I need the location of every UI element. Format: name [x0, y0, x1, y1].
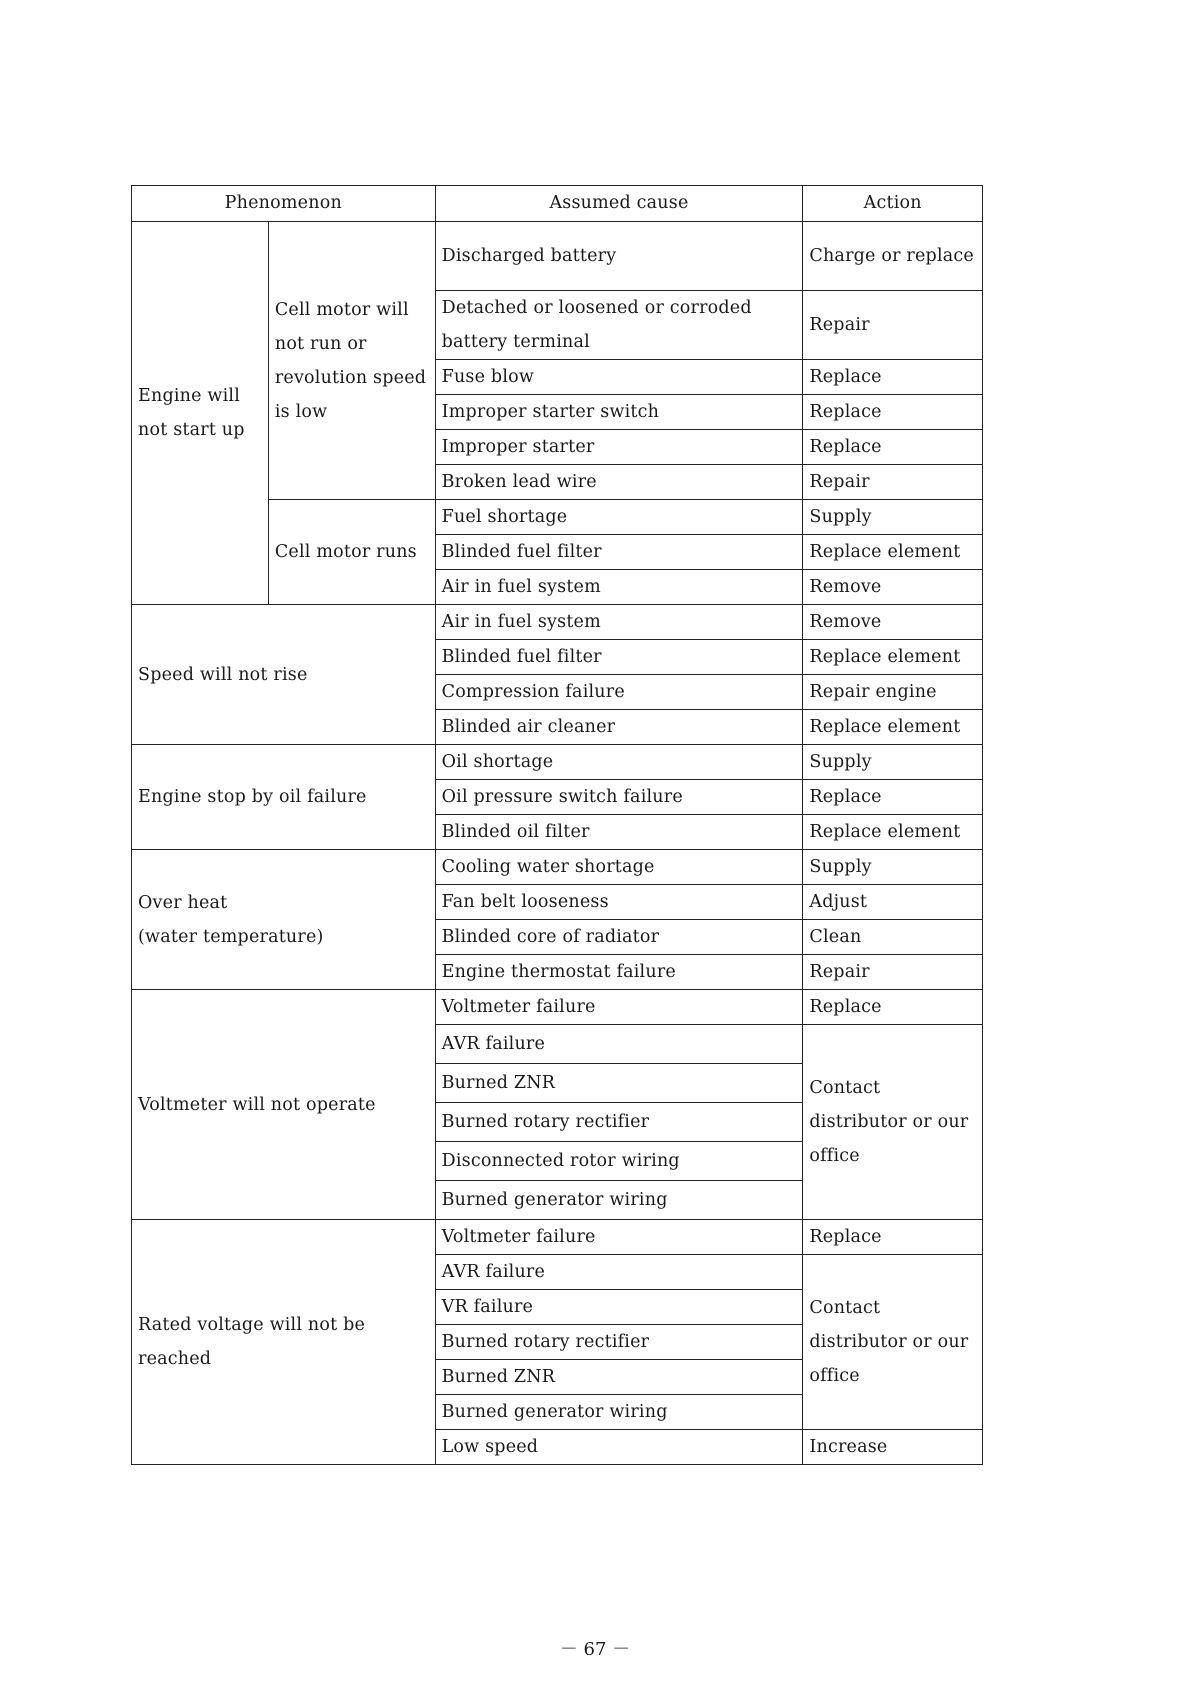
- cause-cell: Improper starter switch: [435, 395, 803, 430]
- action-cell: Replace element: [803, 815, 983, 850]
- action-cell: Remove: [803, 570, 983, 605]
- header-row: [132, 186, 983, 222]
- cause-cell: Air in fuel system: [435, 570, 803, 605]
- action-cell: Replace: [803, 395, 983, 430]
- header-phenomenon: Phenomenon: [132, 186, 436, 222]
- cause-cell: VR failure: [435, 1290, 803, 1325]
- cause-cell: Fuel shortage: [435, 500, 803, 535]
- page-number: － 67 －: [559, 1639, 631, 1660]
- troubleshooting-table: [131, 185, 983, 1465]
- action-cell: Replace: [803, 1220, 983, 1255]
- phenomenon-oil: Engine stop by oil failure: [132, 745, 436, 850]
- table-row: [132, 1220, 983, 1255]
- action-cell: Increase: [803, 1430, 983, 1465]
- action-cell: Clean: [803, 920, 983, 955]
- cause-cell: Oil shortage: [435, 745, 803, 780]
- cause-cell: Low speed: [435, 1430, 803, 1465]
- action-cell: Repair: [803, 291, 983, 360]
- action-merged-rated: Contact distributor or our office: [803, 1255, 983, 1430]
- action-cell: Replace: [803, 430, 983, 465]
- cause-cell: Burned ZNR: [435, 1064, 803, 1103]
- cause-cell: Blinded air cleaner: [435, 710, 803, 745]
- action-cell: Replace: [803, 990, 983, 1025]
- action-cell: Repair: [803, 465, 983, 500]
- action-cell: Replace: [803, 360, 983, 395]
- cause-cell: Burned generator wiring: [435, 1181, 803, 1220]
- cause-cell: Discharged battery: [435, 222, 803, 291]
- cause-cell: Detached or loosened or corroded battery terminal: [435, 291, 803, 360]
- cause-cell: Fan belt looseness: [435, 885, 803, 920]
- cause-cell: AVR failure: [435, 1255, 803, 1290]
- action-cell: Remove: [803, 605, 983, 640]
- action-cell: Adjust: [803, 885, 983, 920]
- phenomenon-overheat: [132, 850, 436, 990]
- sub-phenomenon-cell-motor-not-run: Cell motor will not run or revolution speed is low: [268, 222, 435, 500]
- action-cell: Repair engine: [803, 675, 983, 710]
- header-action: Action: [803, 186, 983, 222]
- cause-cell: Cooling water shortage: [435, 850, 803, 885]
- action-cell: Supply: [803, 745, 983, 780]
- table-row: [132, 605, 983, 640]
- action-merged-voltmeter: Contact distributor or our office: [803, 1025, 983, 1220]
- cause-cell: Blinded core of radiator: [435, 920, 803, 955]
- cause-cell: Blinded oil filter: [435, 815, 803, 850]
- cause-cell: Burned ZNR: [435, 1360, 803, 1395]
- cause-cell: Burned generator wiring: [435, 1395, 803, 1430]
- overheat-label: Over heat: [138, 892, 228, 913]
- action-cell: Replace element: [803, 710, 983, 745]
- action-cell: Repair: [803, 955, 983, 990]
- action-cell: Charge or replace: [803, 222, 983, 291]
- action-cell: Replace element: [803, 640, 983, 675]
- table-row: [132, 222, 983, 291]
- table-row: [132, 990, 983, 1025]
- cause-cell: Voltmeter failure: [435, 990, 803, 1025]
- cause-cell: Air in fuel system: [435, 605, 803, 640]
- action-cell: Replace element: [803, 535, 983, 570]
- cause-cell: Blinded fuel filter: [435, 535, 803, 570]
- phenomenon-speed: Speed will not rise: [132, 605, 436, 745]
- cause-cell: Voltmeter failure: [435, 1220, 803, 1255]
- sub-phenomenon-cell-motor-runs: Cell motor runs: [268, 500, 435, 605]
- overheat-label-2: (water temperature): [138, 926, 324, 947]
- cause-cell: AVR failure: [435, 1025, 803, 1064]
- cause-cell: Blinded fuel filter: [435, 640, 803, 675]
- action-cell: Supply: [803, 500, 983, 535]
- cause-cell: Improper starter: [435, 430, 803, 465]
- cause-cell: Burned rotary rectifier: [435, 1325, 803, 1360]
- cause-cell: Engine thermostat failure: [435, 955, 803, 990]
- table-row: [132, 745, 983, 780]
- action-cell: Replace: [803, 780, 983, 815]
- table-row: [132, 850, 983, 885]
- cause-cell: Disconnected rotor wiring: [435, 1142, 803, 1181]
- cause-cell: Compression failure: [435, 675, 803, 710]
- cause-cell: Fuse blow: [435, 360, 803, 395]
- action-cell: Supply: [803, 850, 983, 885]
- phenomenon-engine: Engine will not start up: [132, 222, 269, 605]
- header-cause: Assumed cause: [435, 186, 803, 222]
- phenomenon-voltmeter: Voltmeter will not operate: [132, 990, 436, 1220]
- cause-cell: Oil pressure switch failure: [435, 780, 803, 815]
- phenomenon-rated-voltage: Rated voltage will not be reached: [132, 1220, 436, 1465]
- cause-cell: Broken lead wire: [435, 465, 803, 500]
- cause-cell: Burned rotary rectifier: [435, 1103, 803, 1142]
